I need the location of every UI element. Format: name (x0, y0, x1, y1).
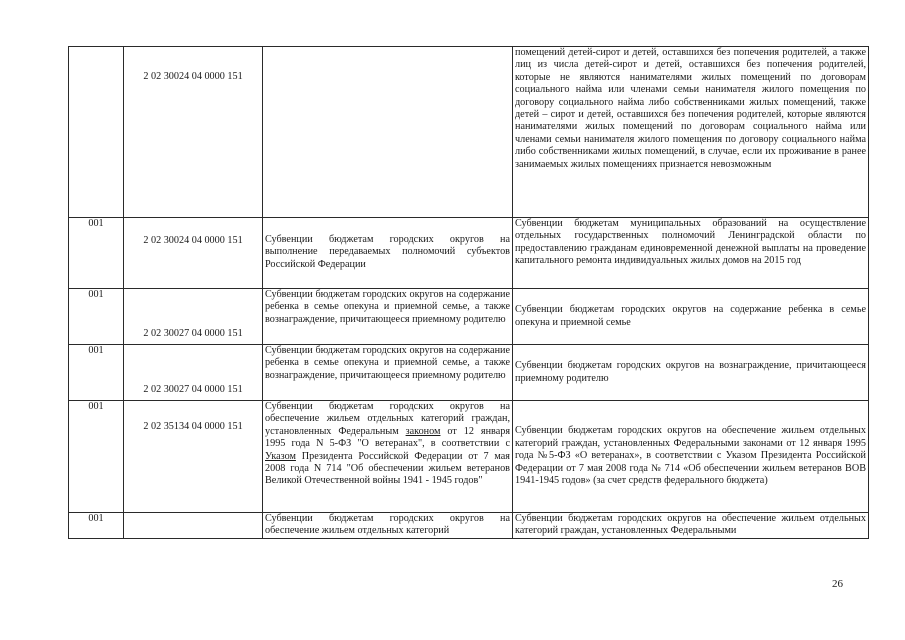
federal-law-link[interactable]: законом (405, 425, 441, 437)
row-number: 001 (69, 513, 124, 539)
income-description: Субвенции бюджетам городских округов на обеспечение жильем отдельных категорий граждан, установленных Федеральными законами от 12 января 1995 года №5-ФЗ «О ветеранах», в соответствии с Указом Президента Российской Федерации от 7 мая 2008 года № 714 «Об обеспечении жильем ветеранов ВОВ 1941-1945 годов» (за счет средств федерального бюджета) (513, 401, 869, 513)
income-name-text: Президента Российской Федерации от 7 мая 2008 года N 714 "Об обеспечении жильем ветеранов Великой Отечественной войны 1941 - 1945 годов" (265, 450, 510, 487)
table-row (69, 513, 869, 539)
table-row (69, 345, 869, 401)
income-name (263, 401, 513, 513)
income-description: Субвенции бюджетам городских округов на содержание ребенка в семье опекуна и приемной семье (513, 289, 869, 345)
table-row (69, 47, 869, 218)
budget-code: 2 02 30024 04 0000 151 (124, 47, 263, 218)
budget-code: 2 02 30027 04 0000 151 (124, 289, 263, 345)
budget-table (68, 46, 869, 539)
income-description: Субвенции бюджетам городских округов на обеспечение жильем отдельных категорий граждан, установленных Федеральными (513, 513, 869, 539)
income-name: Субвенции бюджетам городских округов на содержание ребенка в семье опекуна и приемной семье, а также вознаграждение, причитающееся приемному родителю (263, 289, 513, 345)
budget-code: 2 02 35134 04 0000 151 (124, 401, 263, 513)
budget-code: 2 02 30024 04 0000 151 (124, 218, 263, 289)
income-description: помещений детей-сирот и детей, оставшихся без попечения родителей, а также лиц из числа детей-сирот и детей, оставшихся без попечения родителей, которые не являются нанимателями жилых помещений по договорам социального найма или членами семьи нанимателя жилого помещения по договору социального найма либо собственниками жилых помещений, также детей – сирот и детей, оставшихся без попечения родителей, которые являются нанимателями жилых помещений по договорам социального найма или членами семьи нанимателя жилого помещения по договору социального найма либо собственниками жилых помещений, в случае, если их проживание в ранее занимаемых жилых помещениях признается невозможным (513, 47, 869, 218)
budget-code (124, 513, 263, 539)
row-number: 001 (69, 345, 124, 401)
table-row (69, 218, 869, 289)
income-name (263, 47, 513, 218)
income-name: Субвенции бюджетам городских округов на содержание ребенка в семье опекуна и приемной семье, а также вознаграждение, причитающееся приемному родителю (263, 345, 513, 401)
row-number: 001 (69, 401, 124, 513)
income-name-text: от 12 января 1995 года N 5-ФЗ "О ветеранах", в соответствии с (265, 425, 511, 450)
table-row (69, 289, 869, 345)
income-name: Субвенции бюджетам городских округов на выполнение передаваемых полномочий субъектов Российской Федерации (263, 218, 513, 289)
income-description: Субвенции бюджетам муниципальных образований на осуществление отдельных государственных полномочий Ленинградской области по предоставлению гражданам единовременной денежной выплаты на проведение капитального ремонта индивидуальных жилых домов на 2015 год (513, 218, 869, 289)
table-row (69, 401, 869, 513)
row-number (69, 47, 124, 218)
row-number: 001 (69, 289, 124, 345)
income-name: Субвенции бюджетам городских округов на обеспечение жильем отдельных категорий (263, 513, 513, 539)
page-number: 26 (832, 578, 843, 590)
decree-link[interactable]: Указом (265, 450, 296, 462)
income-name-text: Субвенции бюджетам городских округов на обеспечение жильем отдельных категорий граждан, установленных Федеральным (265, 401, 510, 437)
income-description: Субвенции бюджетам городских округов на вознаграждение, причитающееся приемному родителю (513, 345, 869, 401)
row-number: 001 (69, 218, 124, 289)
budget-code: 2 02 30027 04 0000 151 (124, 345, 263, 401)
